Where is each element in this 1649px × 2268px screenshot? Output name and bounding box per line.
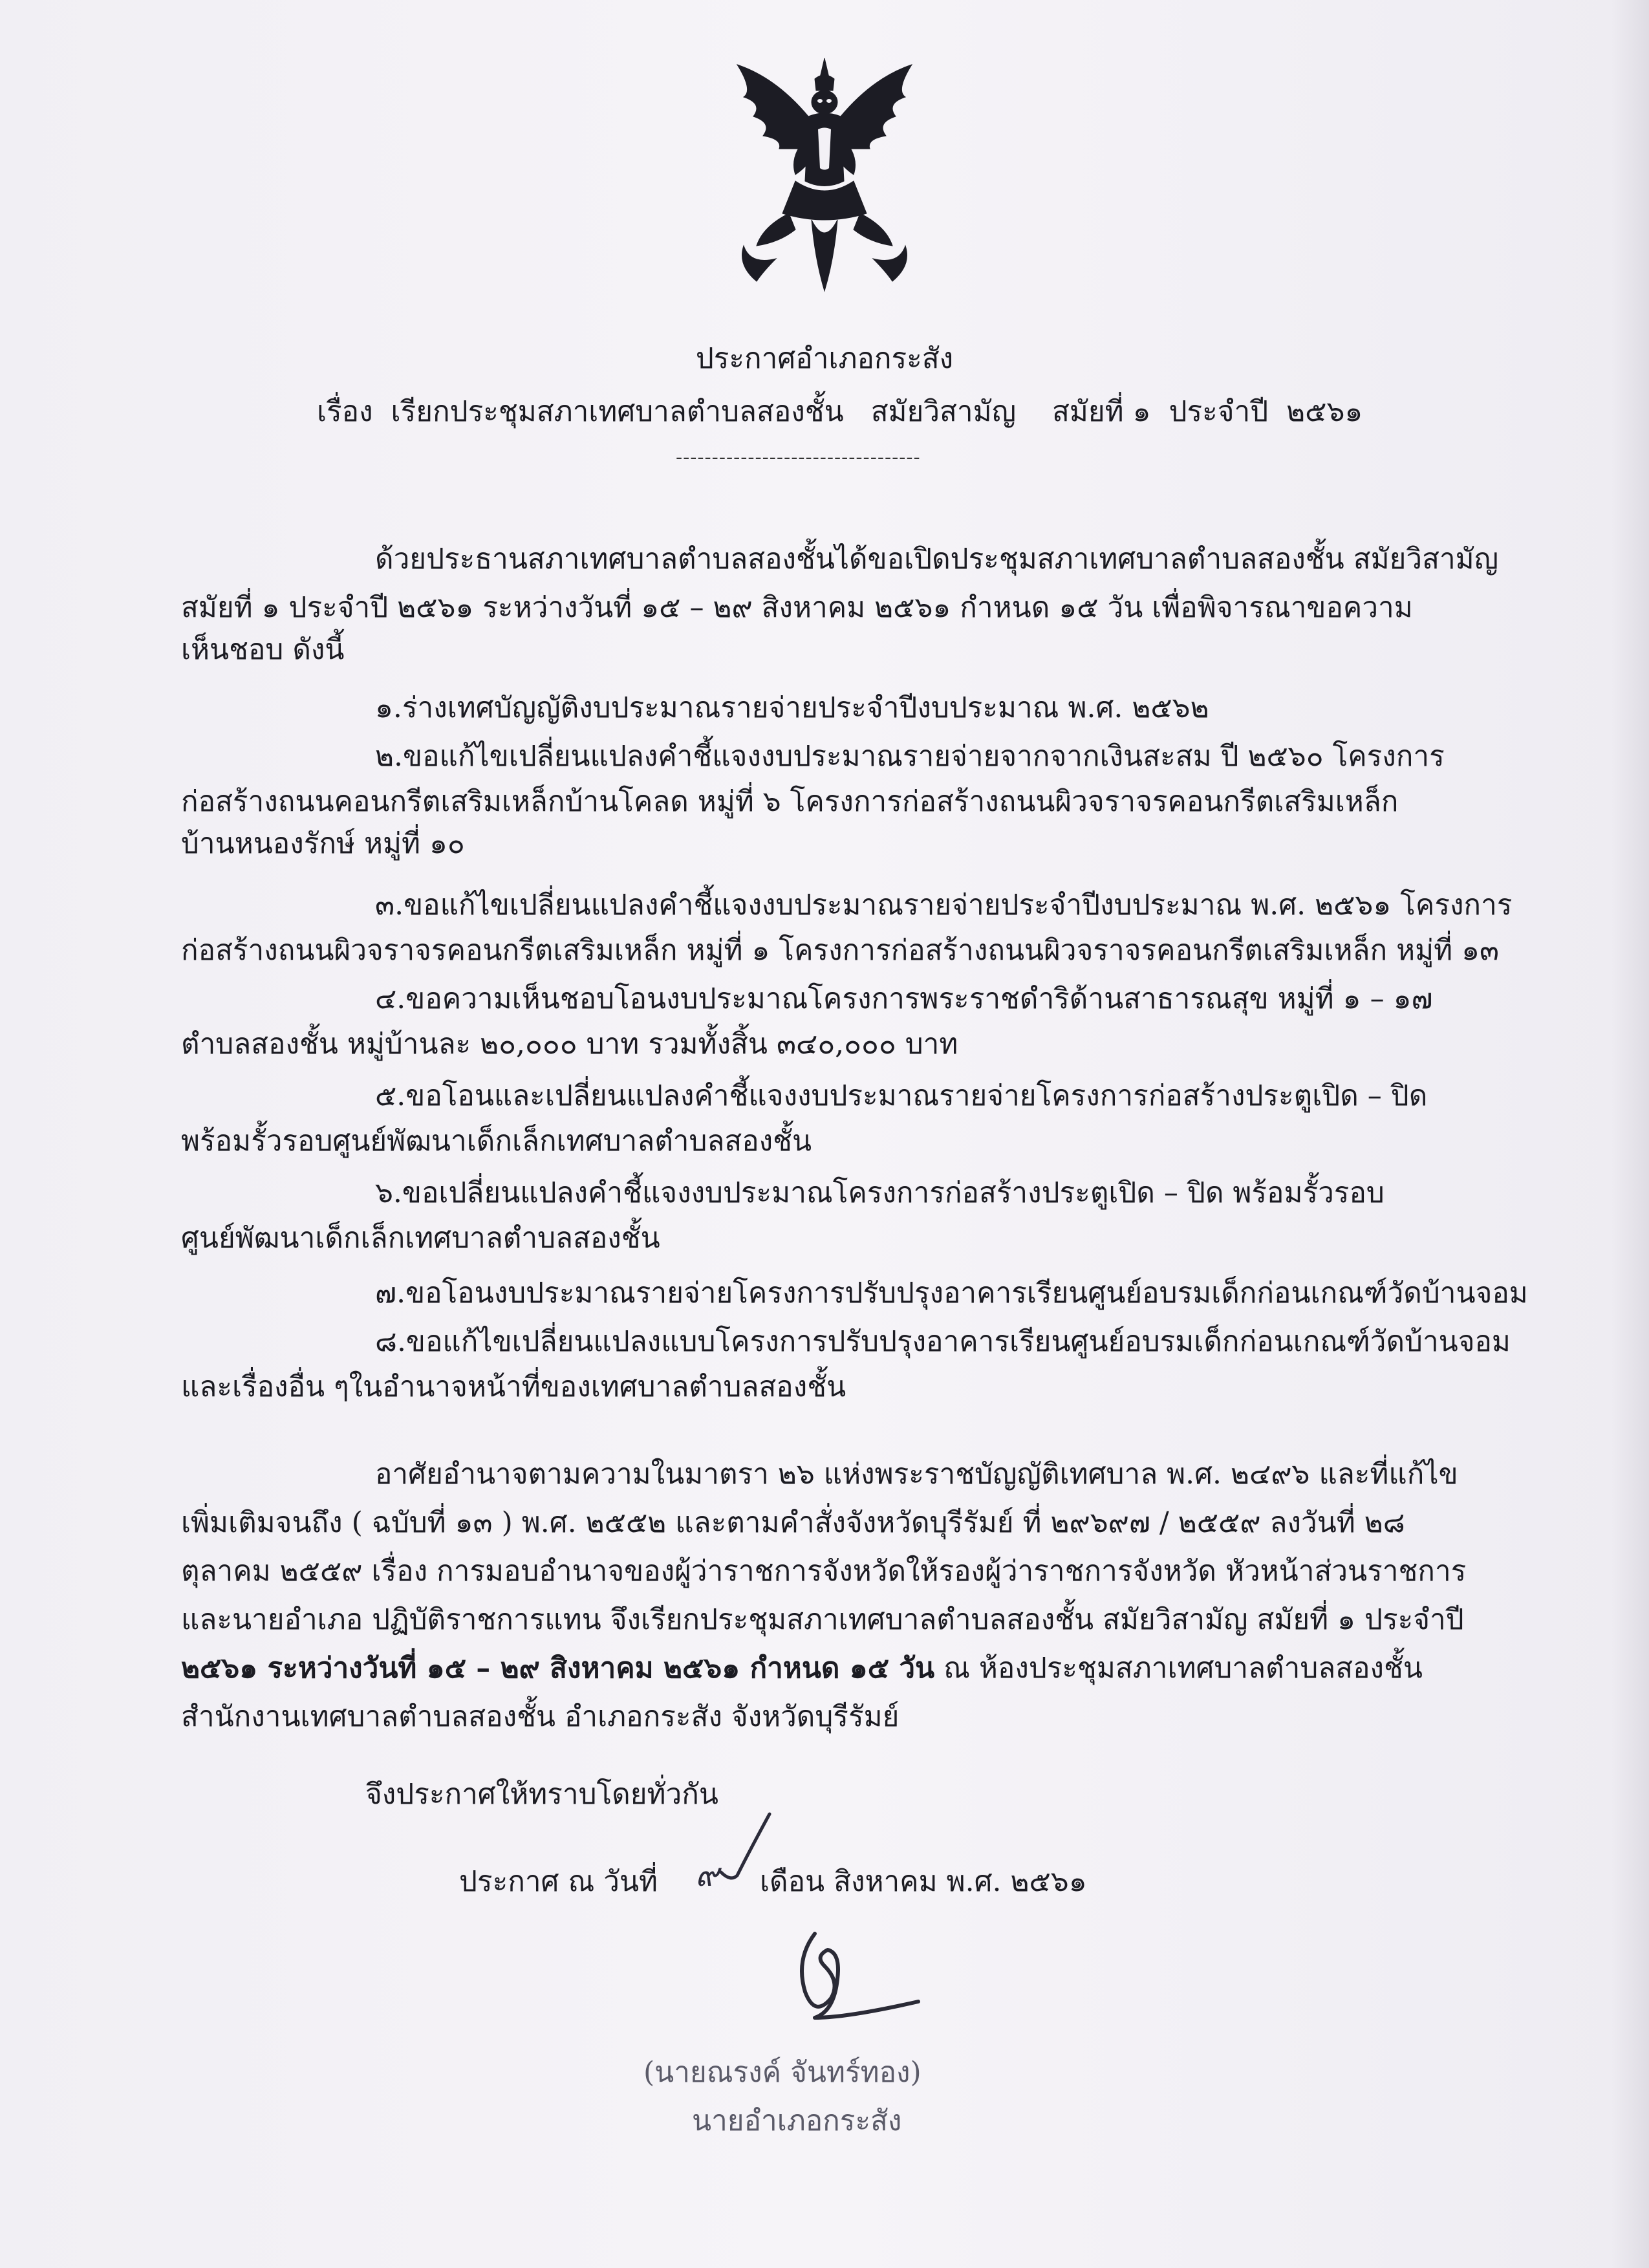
meeting-dates-bold: ๒๕๖๑ ระหว่างวันที่ ๑๕ – ๒๙ สิงหาคม ๒๕๖๑ กำหนด ๑๕ วัน bbox=[181, 1652, 935, 1685]
announcement-subject: เรื่อง เรียกประชุมสภาเทศบาลตำบลสองชั้น สมัยวิสามัญ สมัยที่ ๑ ประจำปี ๒๕๖๑ bbox=[317, 395, 1363, 428]
agenda-item-8-cont: และเรื่องอื่น ๆในอำนาจหน้าที่ของเทศบาลตำบลสองชั้น bbox=[181, 1370, 846, 1403]
agenda-item-5: ๕.ขอโอนและเปลี่ยนแปลงคำชี้แจงงบประมาณรายจ่ายโครงการก่อสร้างประตูเปิด – ปิด bbox=[375, 1079, 1428, 1112]
agenda-item-3-cont: ก่อสร้างถนนผิวจราจรคอนกรีตเสริมเหล็ก หมู่ที่ ๑ โครงการก่อสร้างถนนผิวจราจรคอนกรีตเสริมเหล็ก หมู่ที่ ๑๓ bbox=[181, 934, 1500, 967]
agenda-item-2-cont: ก่อสร้างถนนคอนกรีตเสริมเหล็กบ้านโคลด หมู่ที่ ๖ โครงการก่อสร้างถนนผิวจราจรคอนกรีตเสริมเหล็ก bbox=[181, 785, 1399, 818]
agenda-item-6: ๖.ขอเปลี่ยนแปลงคำชี้แจงงบประมาณโครงการก่อสร้างประตูเปิด – ปิด พร้อมรั้วรอบ bbox=[375, 1176, 1385, 1209]
agenda-item-3: ๓.ขอแก้ไขเปลี่ยนแปลงคำชี้แจงงบประมาณรายจ่ายประจำปีงบประมาณ พ.ศ. ๒๕๖๑ โครงการ bbox=[375, 889, 1513, 922]
intro-line: ด้วยประธานสภาเทศบาลตำบลสองชั้นได้ขอเปิดประชุมสภาเทศบาลตำบลสองชั้น สมัยวิสามัญ bbox=[375, 543, 1499, 576]
announce-date-suffix: เดือน สิงหาคม พ.ศ. ๒๕๖๑ bbox=[760, 1865, 1087, 1898]
authority-line: และนายอำเภอ ปฏิบัติราชการแทน จึงเรียกประชุมสภาเทศบาลตำบลสองชั้น สมัยวิสามัญ สมัยที่ ๑ ประจำปี bbox=[181, 1603, 1464, 1636]
garuda-emblem-icon bbox=[718, 52, 931, 297]
agenda-item-2-cont: บ้านหนองรักษ์ หมู่ที่ ๑๐ bbox=[181, 827, 465, 860]
authority-line: สำนักงานเทศบาลตำบลสองชั้น อำเภอกระสัง จังหวัดบุรีรัมย์ bbox=[181, 1700, 900, 1733]
title-divider: ---------------------------------- bbox=[676, 446, 921, 469]
signer-position: นายอำเภอกระสัง bbox=[692, 2104, 902, 2137]
authority-line: อาศัยอำนาจตามความในมาตรา ๒๖ แห่งพระราชบัญญัติเทศบาล พ.ศ. ๒๔๙๖ และที่แก้ไข bbox=[375, 1458, 1458, 1491]
announce-day-handwritten: ๙ bbox=[695, 1856, 719, 1894]
intro-line: เห็นชอบ ดังนี้ bbox=[181, 633, 345, 666]
agenda-item-1: ๑.ร่างเทศบัญญัติงบประมาณรายจ่ายประจำปีงบประมาณ พ.ศ. ๒๕๖๒ bbox=[375, 691, 1209, 724]
meeting-location: ณ ห้องประชุมสภาเทศบาลตำบลสองชั้น bbox=[934, 1652, 1423, 1685]
agenda-item-7: ๗.ขอโอนงบประมาณรายจ่ายโครงการปรับปรุงอาคารเรียนศูนย์อบรมเด็กก่อนเกณฑ์วัดบ้านจอม bbox=[375, 1277, 1528, 1310]
announce-date-prefix: ประกาศ ณ วันที่ bbox=[459, 1865, 658, 1898]
intro-line: สมัยที่ ๑ ประจำปี ๒๕๖๑ ระหว่างวันที่ ๑๕ – ๒๙ สิงหาคม ๒๕๖๑ กำหนด ๑๕ วัน เพื่อพิจารณาขอความ bbox=[181, 591, 1413, 624]
agenda-item-5-cont: พร้อมรั้วรอบศูนย์พัฒนาเด็กเล็กเทศบาลตำบลสองชั้น bbox=[181, 1125, 812, 1158]
authority-line: เพิ่มเติมจนถึง ( ฉบับที่ ๑๓ ) พ.ศ. ๒๕๕๒ และตามคำสั่งจังหวัดบุรีรัมย์ ที่ ๒๙๖๙๗ / ๒๕๕๙ ลงวันที่ ๒๘ bbox=[181, 1506, 1405, 1539]
agenda-item-6-cont: ศูนย์พัฒนาเด็กเล็กเทศบาลตำบลสองชั้น bbox=[181, 1222, 660, 1255]
authority-line: ตุลาคม ๒๕๕๙ เรื่อง การมอบอำนาจของผู้ว่าราชการจังหวัดให้รองผู้ว่าราชการจังหวัด หัวหน้าส่วนราชการ bbox=[181, 1555, 1467, 1588]
closing-line: จึงประกาศให้ทราบโดยทั่วกัน bbox=[365, 1778, 718, 1811]
agenda-item-4-cont: ตำบลสองชั้น หมู่บ้านละ ๒๐,๐๐๐ บาท รวมทั้งสิ้น ๓๔๐,๐๐๐ บาท bbox=[181, 1028, 958, 1061]
authority-line-meeting-dates bbox=[181, 1649, 1423, 1688]
agenda-item-8: ๘.ขอแก้ไขเปลี่ยนแปลงแบบโครงการปรับปรุงอาคารเรียนศูนย์อบรมเด็กก่อนเกณฑ์วัดบ้านจอม bbox=[375, 1325, 1511, 1358]
signer-name: (นายณรงค์ จันทร์ทอง) bbox=[643, 2056, 921, 2089]
signature-icon bbox=[770, 1921, 925, 2034]
announcement-title: ประกาศอำเภอกระสัง bbox=[695, 342, 954, 375]
agenda-item-2: ๒.ขอแก้ไขเปลี่ยนแปลงคำชี้แจงงบประมาณรายจ่ายจากจากเงินสะสม ปี ๒๕๖๐ โครงการ bbox=[375, 740, 1445, 773]
agenda-item-4: ๔.ขอความเห็นชอบโอนงบประมาณโครงการพระราชดำริด้านสาธารณสุข หมู่ที่ ๑ – ๑๗ bbox=[375, 982, 1433, 1015]
